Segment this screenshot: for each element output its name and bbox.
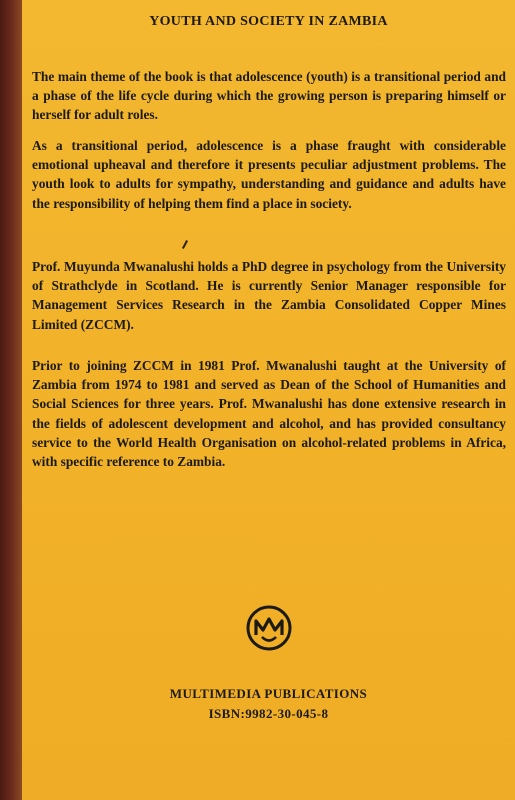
book-spine-edge <box>0 0 22 800</box>
stray-pen-mark <box>182 240 188 249</box>
transition-paragraph: As a transitional period, adolescence is a phase fraught with considerable emotional upheaval and therefore it presents peculiar adjustment problems. The youth look to adults for sympathy, understanding and guidance and adults have the responsibility of helping them find a place in society. <box>32 138 506 211</box>
author-bio-paragraph: Prof. Muyunda Mwanalushi holds a PhD degree in psychology from the University of Strathclyde in Scotland. He is currently Senior Manager responsible for Management Services Research in the Zambia Consolidated Copper Mines Limited (ZCCM). <box>32 259 506 332</box>
publisher-name: MULTIMEDIA PUBLICATIONS <box>169 686 368 701</box>
isbn-number: ISBN:9982-30-045-8 <box>208 706 329 721</box>
theme-paragraph: The main theme of the book is that adolescence (youth) is a transitional period and a phase of the life cycle during which the growing person is preparing himself or herself for adult roles. <box>32 69 506 123</box>
book-title: YOUTH AND SOCIETY IN ZAMBIA <box>149 14 388 29</box>
multimedia-publications-logo-icon <box>245 604 293 652</box>
back-cover <box>22 0 515 800</box>
author-career-paragraph: Prior to joining ZCCM in 1981 Prof. Mwanalushi taught at the University of Zambia from 1974 to 1981 and served as Dean of the School of Humanities and Social Sciences for three years. Prof. Mwanalushi has done extensive research in the fields of adolescent development and alcohol, and has provided consultancy service to the World Health Organisation on alcohol-related problems in Africa, with specific reference to Zambia. <box>32 358 506 470</box>
